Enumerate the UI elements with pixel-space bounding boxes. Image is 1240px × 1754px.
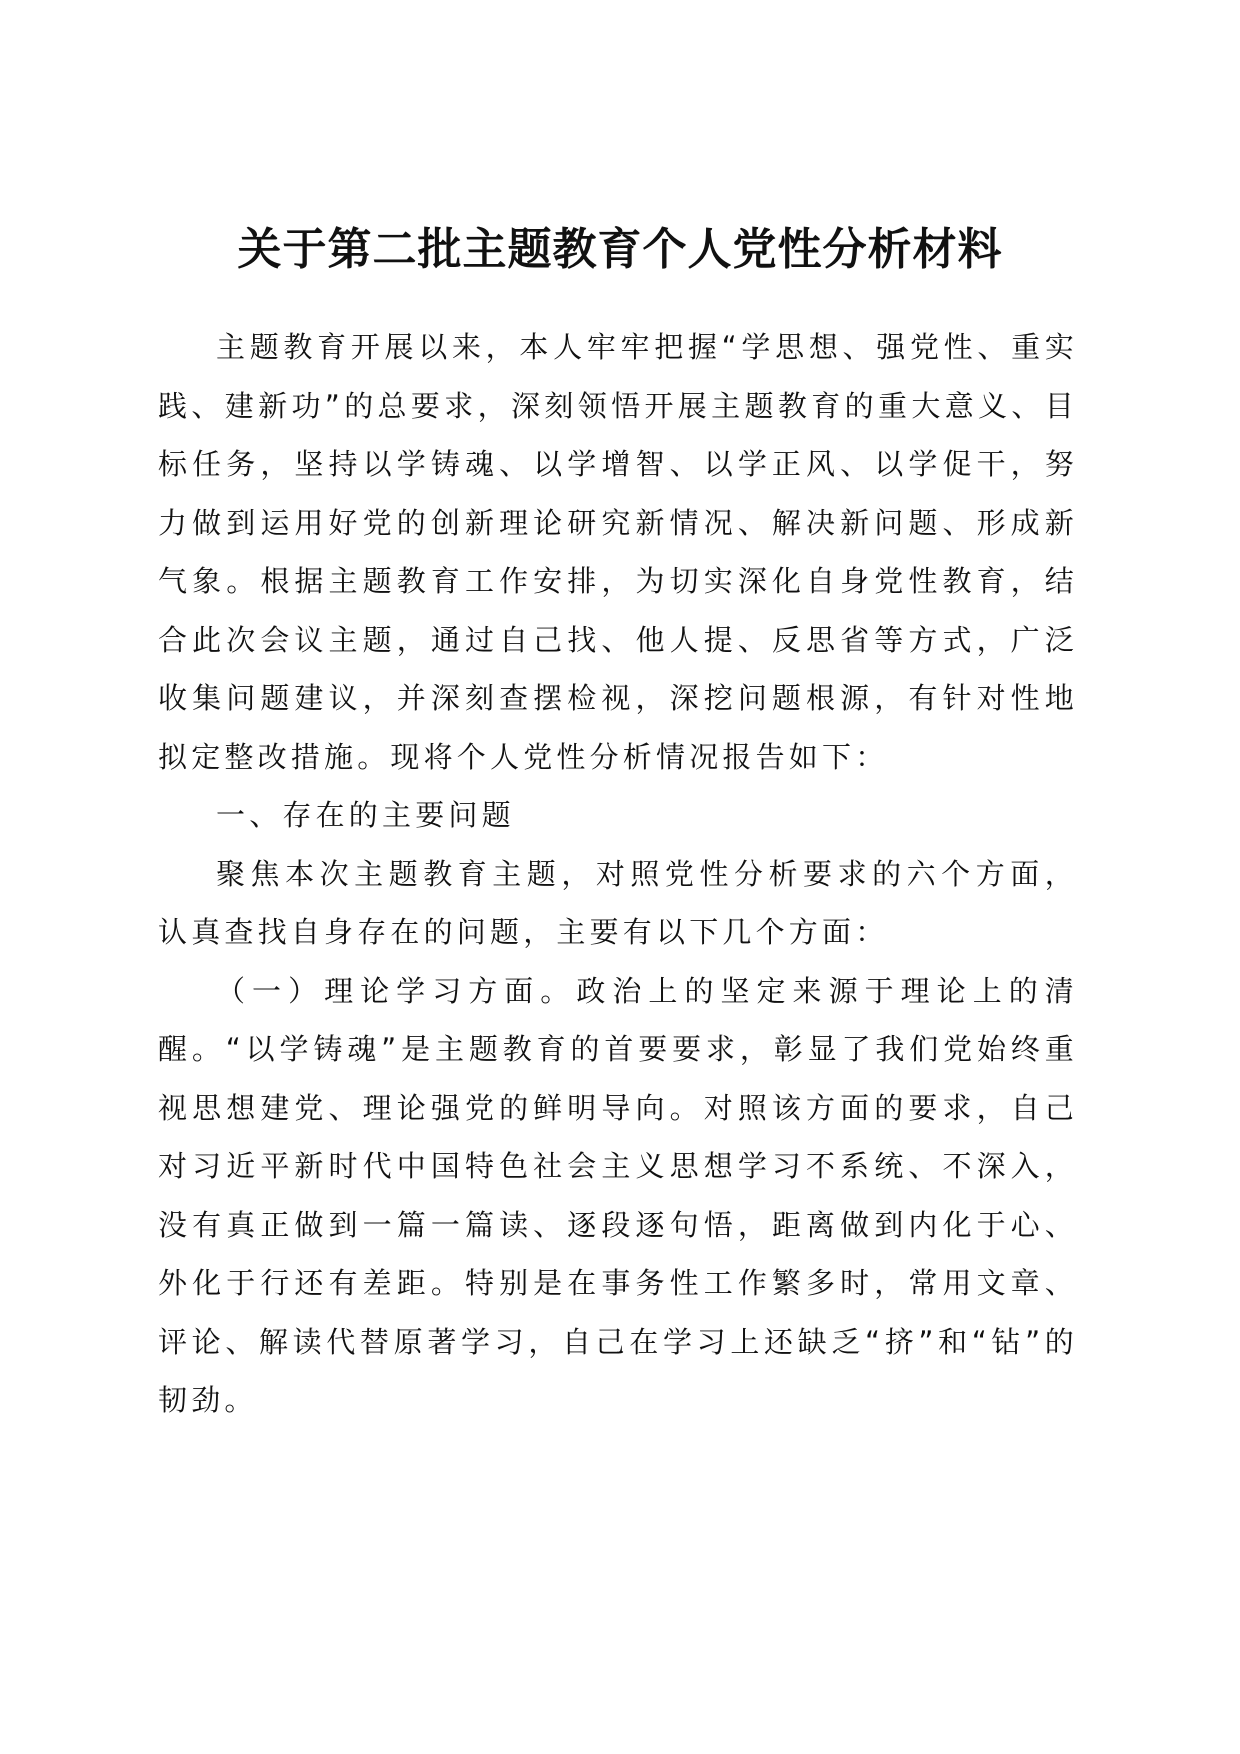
section-intro-paragraph: 聚焦本次主题教育主题，对照党性分析要求的六个方面，认真查找自身存在的问题，主要有以下几个方面： (158, 856, 1078, 949)
document-title: 关于第二批主题教育个人党性分析材料 (237, 224, 1003, 275)
document-body (158, 318, 1078, 1430)
intro-paragraph: 主题教育开展以来，本人牢牢把握“学思想、强党性、重实践、建新功”的总要求，深刻领悟开展主题教育的重大意义、目标任务，坚持以学铸魂、以学增智、以学正风、以学促干，努力做到运用好党的创新理论研究新情况、解决新问题、形成新气象。根据主题教育工作安排，为切实深化自身党性教育，结合此次会议主题，通过自己找、他人提、反思省等方式，广泛收集问题建议，并深刻查摆检视，深挖问题根源，有针对性地拟定整改措施。现将个人党性分析情况报告如下： (158, 330, 1078, 774)
theory-study-paragraph: （一）理论学习方面。政治上的坚定来源于理论上的清醒。“以学铸魂”是主题教育的首要要求，彰显了我们党始终重视思想建党、理论强党的鲜明导向。对照该方面的要求，自己对习近平新时代中国特色社会主义思想学习不系统、不深入，没有真正做到一篇一篇读、逐段逐句悟，距离做到内化于心、外化于行还有差距。特别是在事务性工作繁多时，常用文章、评论、解读代替原著学习，自己在学习上还缺乏“挤”和“钻”的韧劲。 (158, 973, 1078, 1417)
section-heading: 一、存在的主要问题 (216, 798, 515, 832)
